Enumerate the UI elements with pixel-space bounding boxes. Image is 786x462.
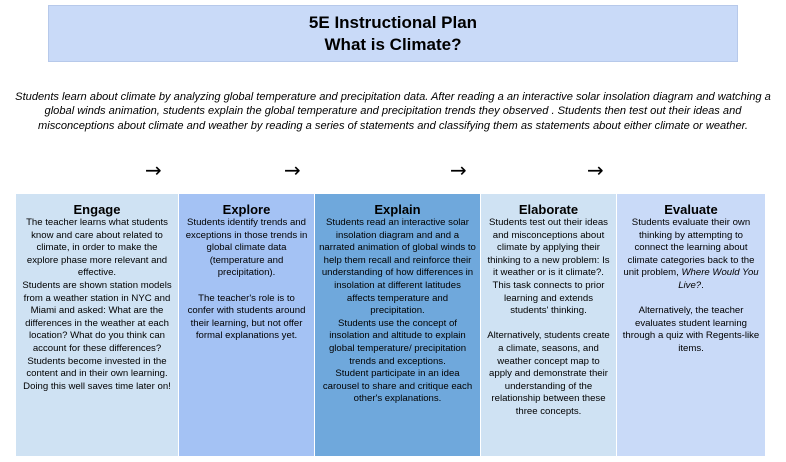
explore-text-2: The teacher's role is to confer with students around their learning, but not offer formal explanations yet.	[187, 292, 306, 342]
intro-paragraph: Students learn about climate by analyzing global temperature and precipitation data. After reading a an interactive solar insolation diagram and watching a global winds animation, students explain the global temperature and precipitation trends they observed . Students then test out their ideas and misconceptions about climate and weather by reading a series of statements and classifying them as statements about either climate or weather.	[15, 91, 771, 132]
explain-column	[315, 194, 480, 456]
evaluate-text-1-start: Students evaluate their own thinking by attempting to connect the learning about climate categories back to the unit problem,	[623, 217, 755, 279]
elaborate-column	[481, 194, 616, 456]
explain-text-3: Student participate in an idea carousel to share and critique each other's explanations.	[322, 368, 473, 405]
arrow-right-icon: →	[450, 158, 467, 182]
title-box	[48, 5, 738, 62]
explore-column	[179, 194, 314, 456]
evaluate-text-2: Alternatively, the teacher evaluates student learning through a quiz with Regents-like items.	[622, 305, 760, 354]
evaluate-column	[617, 194, 765, 456]
evaluate-text-1-end: .	[701, 279, 704, 291]
unit-problem-title: Where Would You Live?	[678, 267, 759, 291]
arrow-right-icon: →	[587, 158, 604, 182]
elaborate-text-1: Students test out their ideas and misconceptions about climate by applying their thinking to a new problem: Is it weather or is it climate?. This task connects to prior learning and extends students' thinking.	[487, 217, 610, 317]
engage-column	[16, 194, 178, 456]
evaluate-text-1	[622, 217, 760, 293]
engage-text-2: Students are shown station models from a weather station in NYC and Miami and asked: What are the differences in the weather at each location? What do you think can account for these differences?	[22, 279, 172, 354]
engage-text-3: Students become invested in the content and in their own learning. Doing this well saves time later on!	[23, 355, 171, 392]
explain-text-1: Students read an interactive solar insolation diagram and and a narrated animation of global winds to help them recall and reinforce their understanding of how differences in insolation at different latitudes affects temperature and precipitation.	[319, 217, 476, 317]
explain-text-2: Students use the concept of insolation and altitude to explain global temperature/ precipitation trends and exceptions.	[328, 317, 467, 367]
arrow-right-icon: →	[145, 158, 162, 182]
evaluate-heading: Evaluate	[664, 202, 718, 217]
engage-heading: Engage	[73, 202, 121, 217]
explore-text-1: Students identify trends and exceptions in those trends in global climate data (temperature and precipitation).	[185, 217, 308, 279]
elaborate-heading: Elaborate	[518, 202, 579, 217]
engage-text-1: The teacher learns what students know and care about related to climate, in order to make the explore phase more relevant and effective.	[26, 217, 168, 279]
plan-title: 5E Instructional Plan	[308, 12, 478, 32]
elaborate-text-2: Alternatively, students create a climate, seasons, and weather concept map to apply and demonstrate their understanding of the relationship between these three concepts.	[487, 330, 610, 417]
plan-subtitle: What is Climate?	[324, 34, 462, 54]
arrow-right-icon: →	[284, 158, 301, 182]
explore-heading: Explore	[222, 202, 271, 217]
explain-heading: Explain	[374, 202, 421, 217]
